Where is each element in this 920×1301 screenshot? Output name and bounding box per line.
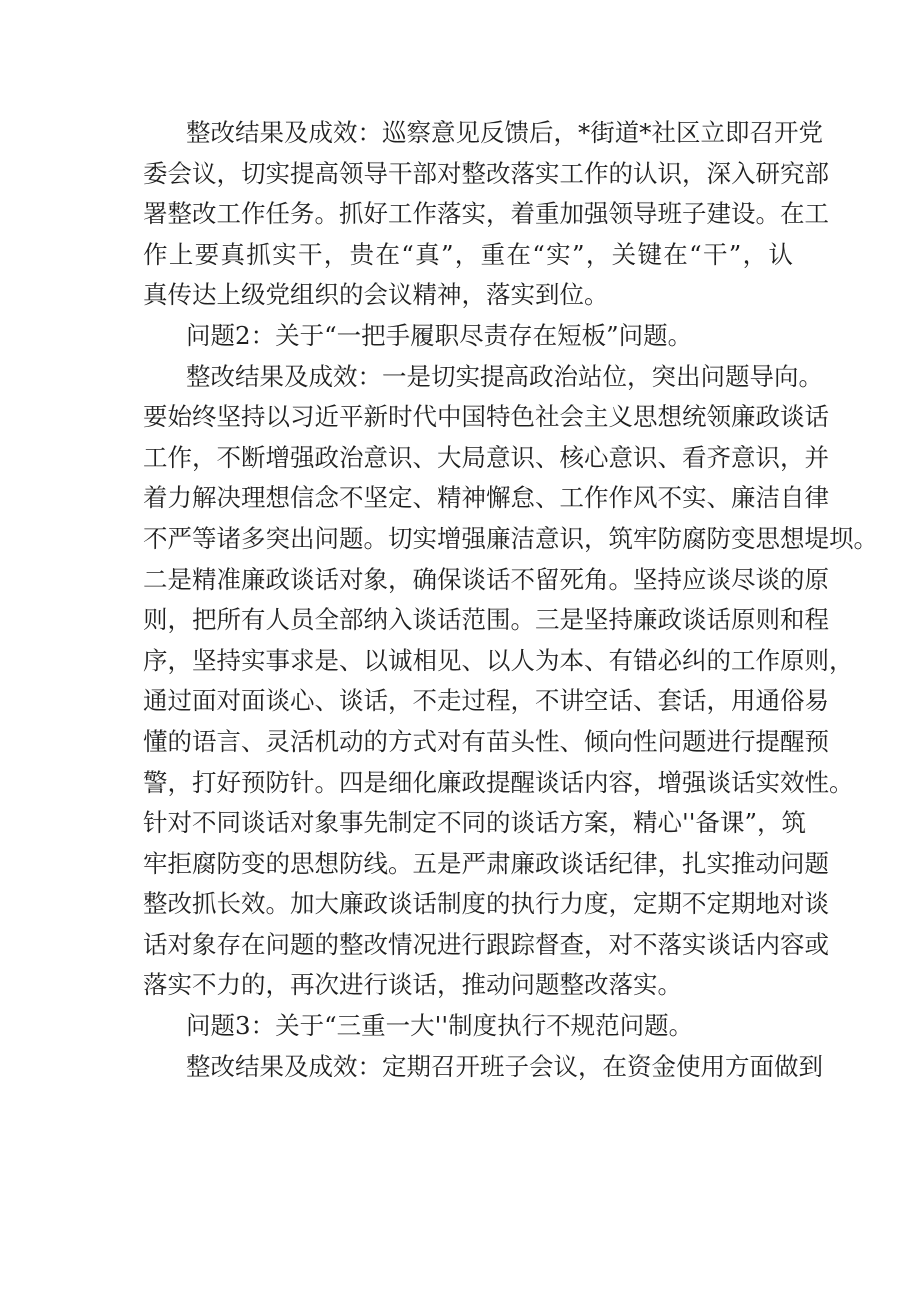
text-line: 二是精准廉政谈话对象，确保谈话不留死角。坚持应谈尽谈的原 [143, 564, 829, 594]
text-line: 要始终坚持以习近平新时代中国特色社会主义思想统领廉政谈话 [143, 402, 829, 432]
document-body [143, 113, 878, 1087]
text-line: 整改抓长效。加大廉政谈话制度的执行力度，定期不定期地对谈 [143, 889, 829, 919]
text-line: 整改结果及成效：巡察意见反馈后，*街道*社区立即召开党 [186, 118, 823, 147]
text-line: 工作，不断增强政治意识、大局意识、核心意识、看齐意识，并 [143, 442, 829, 472]
text-line: 针对不同谈话对象事先制定不同的谈话方案，精心''备课”，筑 [143, 808, 806, 838]
text-line: 着力解决理想信念不坚定、精神懈怠、工作作风不实、廉洁自律 [143, 483, 829, 513]
text-line: 整改结果及成效：一是切实提高政治站位，突出问题导向。 [186, 361, 823, 391]
text-line: 不严等诸多突出问题。切实增强廉洁意识，筑牢防腐防变思想堤坝。 [143, 523, 878, 553]
text-line: 作上要真抓实干，贵在“真”，重在“实”，关键在“干”，认 [143, 239, 793, 269]
text-line: 则，把所有人员全部纳入谈话范围。三是坚持廉政谈话原则和程 [143, 605, 829, 635]
text-line: 问题3：关于“三重一大''制度执行不规范问题。 [186, 1011, 694, 1041]
text-line: 通过面对面谈心、谈话，不走过程，不讲空话、套话，用通俗易 [143, 686, 829, 716]
text-line: 问题2：关于“一把手履职尽责存在短板”问题。 [186, 320, 693, 350]
text-line: 真传达上级党组织的会议精神，落实到位。 [143, 280, 609, 310]
text-line: 委会议，切实提高领导干部对整改落实工作的认识，深入研究部 [143, 158, 829, 188]
text-line: 序，坚持实事求是、以诚相见、以人为本、有错必纠的工作原则， [143, 645, 854, 675]
text-line: 话对象存在问题的整改情况进行跟踪督查，对不落实谈话内容或 [143, 929, 829, 959]
text-line: 落实不力的，再次进行谈话，推动问题整改落实。 [143, 970, 682, 1000]
text-line: 整改结果及成效：定期召开班子会议，在资金使用方面做到 [186, 1051, 823, 1081]
text-line: 牢拒腐防变的思想防线。五是严肃廉政谈话纪律，扎实推动问题 [143, 848, 829, 878]
text-line: 警，打好预防针。四是细化廉政提醒谈话内容，增强谈话实效性。 [143, 767, 854, 797]
text-line: 懂的语言、灵活机动的方式对有苗头性、倾向性问题进行提醒预 [143, 726, 829, 756]
text-line: 署整改工作任务。抓好工作落实，着重加强领导班子建设。在工 [143, 199, 829, 229]
